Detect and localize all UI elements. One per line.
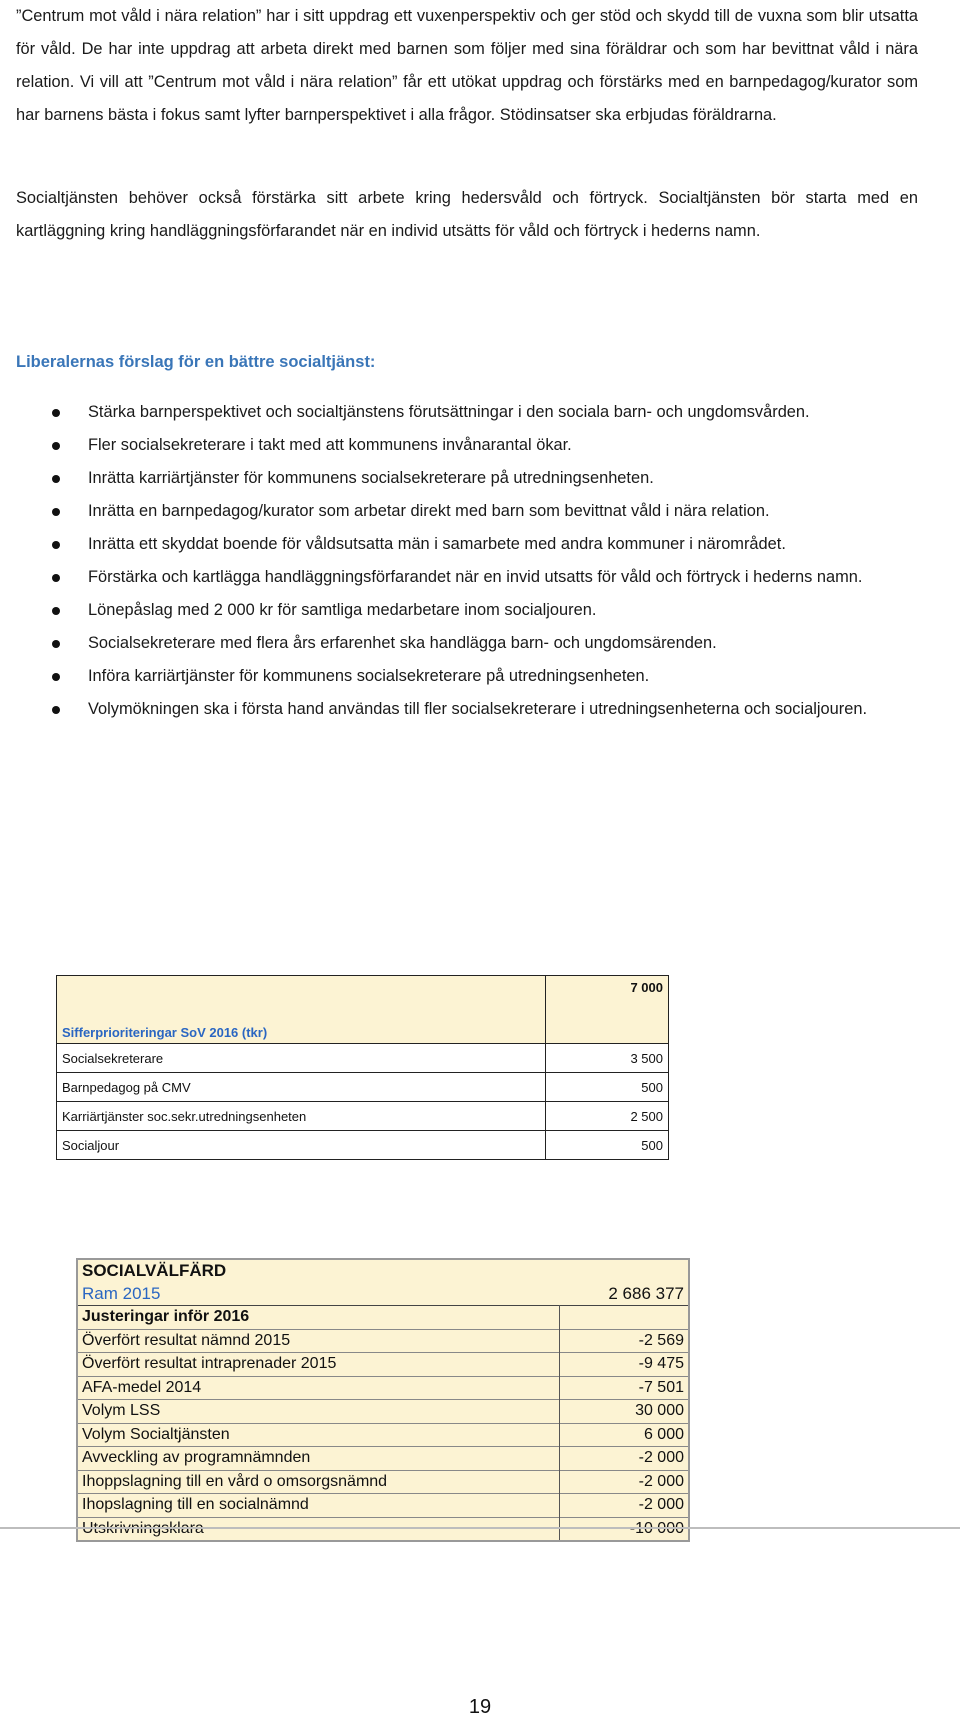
table-row	[57, 1044, 669, 1073]
row-value: 500	[546, 1131, 669, 1160]
empty-cell	[560, 1306, 690, 1330]
adjustments-heading: Justeringar inför 2016	[77, 1306, 560, 1330]
priorities-title-cell	[57, 976, 546, 1044]
bullet-icon	[52, 475, 60, 483]
bullet-icon	[52, 574, 60, 582]
row-label: AFA-medel 2014	[77, 1376, 560, 1400]
page-number: 19	[468, 1696, 492, 1718]
row-value: 3 500	[546, 1044, 669, 1073]
priorities-total: 7 000	[546, 976, 669, 1044]
table-row	[77, 1470, 689, 1494]
row-label: Socialjour	[57, 1131, 546, 1160]
bullet-icon	[52, 508, 60, 516]
list-item: Lönepåslag med 2 000 kr för samtliga medarbetare inom socialjouren.	[0, 594, 918, 627]
row-value: -2 000	[560, 1447, 690, 1471]
row-value: 500	[546, 1073, 669, 1102]
table-row	[77, 1376, 689, 1400]
row-label	[77, 1517, 560, 1541]
row-value: 30 000	[560, 1400, 690, 1424]
page-divider	[0, 1527, 960, 1529]
bullet-icon	[52, 409, 60, 417]
row-label: Överfört resultat nämnd 2015	[77, 1329, 560, 1353]
list-item: Inrätta ett skyddat boende för våldsutsatta män i samarbete med andra kommuner i närområdet.	[0, 528, 918, 561]
list-item: Stärka barnperspektivet och socialtjänstens förutsättningar i den sociala barn- och ungdomsvården.	[0, 396, 918, 429]
ram-label: Ram 2015	[82, 1283, 161, 1303]
row-label: Volym LSS	[77, 1400, 560, 1424]
table-row	[77, 1494, 689, 1518]
table-row	[77, 1259, 689, 1283]
bullet-icon	[52, 706, 60, 714]
budget-title: SOCIALVÄLFÄRD	[82, 1261, 227, 1281]
proposals-heading: Liberalernas förslag för en bättre socialtjänst:	[16, 353, 376, 371]
honor-violence-paragraph: Socialtjänsten behöver också förstärka sitt arbete kring hedersvåld och förtryck. Socialtjänsten bör starta med en kartläggning kring handläggningsförfarandet när en individ utsätts för våld och förtryck i hederns namn.	[16, 189, 918, 240]
list-item: Inrätta karriärtjänster för kommunens socialsekreterare på utredningsenheten.	[0, 462, 918, 495]
table-header-row	[57, 976, 669, 1044]
row-value: -7 501	[560, 1376, 690, 1400]
list-item: Socialsekreterare med flera års erfarenhet ska handlägga barn- och ungdomsärenden.	[0, 627, 918, 660]
row-label: Ihoppslagning till en vård o omsorgsnämnd	[77, 1470, 560, 1494]
row-label: Avveckling av programnämnden	[77, 1447, 560, 1471]
table-row	[77, 1329, 689, 1353]
intro-paragraph: ”Centrum mot våld i nära relation” har i sitt uppdrag ett vuxenperspektiv och ger stöd och skydd till de vuxna som blir utsatta för våld. De har inte uppdrag att arbeta direkt med barnen som följer med sina föräldrar och som har bevittnat våld i nära relation. Vi vill att ”Centrum mot våld i nära relation” får ett utökat uppdrag och förstärks med en barnpedagog/kurator som har barnens bästa i fokus samt lyfter barnperspektivet i alla frågor. Stödinsatser ska erbjudas föräldrarna.	[16, 7, 918, 124]
bullet-icon	[52, 673, 60, 681]
list-item: Volymökningen ska i första hand användas till fler socialsekreterare i utredningsenheterna och socialjouren.	[0, 693, 918, 726]
ram-value: 2 686 377	[608, 1283, 684, 1303]
table-row	[77, 1447, 689, 1471]
row-value: -2 569	[560, 1329, 690, 1353]
row-value	[560, 1517, 690, 1541]
table-row	[57, 1073, 669, 1102]
list-item: Inrätta en barnpedagog/kurator som arbetar direkt med barn som bevittnat våld i nära relation.	[0, 495, 918, 528]
row-label: Karriärtjänster soc.sekr.utredningsenheten	[57, 1102, 546, 1131]
row-label: Socialsekreterare	[57, 1044, 546, 1073]
row-value: 6 000	[560, 1423, 690, 1447]
bullet-icon	[52, 541, 60, 549]
bullet-icon	[52, 442, 60, 450]
row-label: Överfört resultat intraprenader 2015	[77, 1353, 560, 1377]
table-row	[77, 1283, 689, 1306]
row-label: Ihopslagning till en socialnämnd	[77, 1494, 560, 1518]
row-label: Volym Socialtjänsten	[77, 1423, 560, 1447]
priorities-table	[56, 975, 669, 1160]
social-welfare-budget-table	[76, 1258, 690, 1542]
row-value: -9 475	[560, 1353, 690, 1377]
table-row	[77, 1353, 689, 1377]
bullet-icon	[52, 640, 60, 648]
bullet-icon	[52, 607, 60, 615]
proposals-list	[0, 396, 918, 726]
row-value: -2 000	[560, 1494, 690, 1518]
row-value: 2 500	[546, 1102, 669, 1131]
budget-table-crop	[76, 1258, 690, 1528]
list-item: Fler socialsekreterare i takt med att kommunens invånarantal ökar.	[0, 429, 918, 462]
table-row	[57, 1102, 669, 1131]
list-item: Förstärka och kartlägga handläggningsförfarandet när en invid utsatts för våld och förtryck i hederns namn.	[0, 561, 918, 594]
table-row	[77, 1423, 689, 1447]
priorities-title: Sifferprioriteringar SoV 2016 (tkr)	[62, 1025, 268, 1040]
row-value: -2 000	[560, 1470, 690, 1494]
table-row	[77, 1400, 689, 1424]
list-item: Införa karriärtjänster för kommunens socialsekreterare på utredningsenheten.	[0, 660, 918, 693]
table-row	[57, 1131, 669, 1160]
row-label: Barnpedagog på CMV	[57, 1073, 546, 1102]
table-row	[77, 1517, 689, 1541]
table-row	[77, 1306, 689, 1330]
